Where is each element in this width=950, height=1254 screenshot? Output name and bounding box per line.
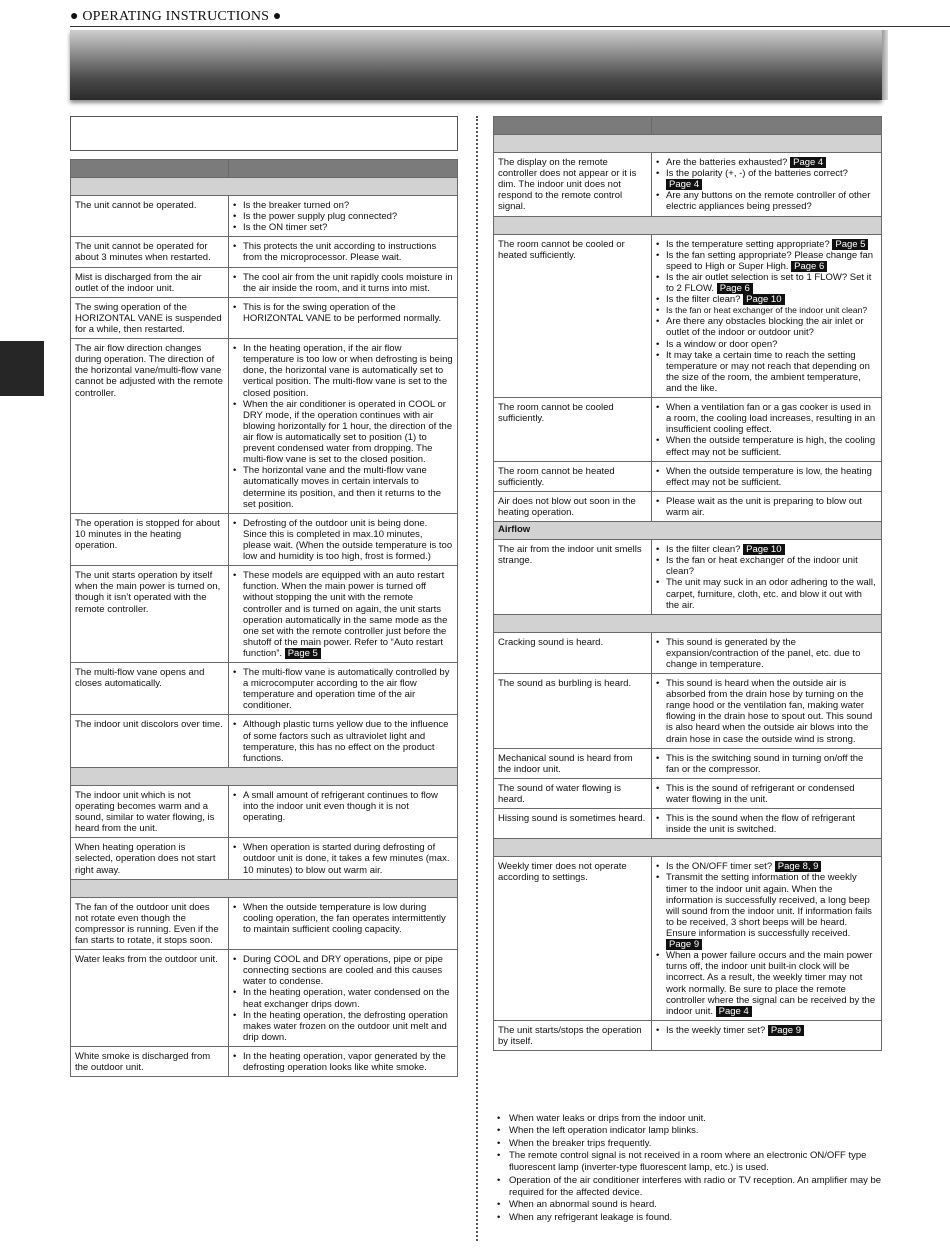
check-text: The multi-flow vane is automatically controlled by a microcomputer according to the air flow temperature and operation time of the air conditioner. bbox=[243, 667, 450, 712]
check-cell bbox=[652, 153, 882, 217]
category-label bbox=[494, 216, 882, 234]
check-item bbox=[656, 637, 877, 670]
check-list bbox=[656, 239, 877, 395]
check-list bbox=[233, 302, 453, 324]
check-cell bbox=[652, 461, 882, 491]
check-list bbox=[233, 790, 453, 823]
header-check-cell bbox=[652, 117, 882, 135]
check-item bbox=[656, 350, 877, 394]
table-row bbox=[71, 950, 458, 1047]
check-cell bbox=[652, 234, 882, 398]
table-row bbox=[494, 1020, 882, 1050]
symptom-cell: The unit cannot be operated for about 3 minutes when restarted. bbox=[71, 237, 229, 267]
check-item bbox=[656, 435, 877, 457]
check-cell bbox=[229, 196, 458, 237]
check-text: Is the filter clean? bbox=[666, 544, 744, 556]
check-item bbox=[656, 402, 877, 435]
table-row bbox=[71, 237, 458, 267]
contact-item: • When any refrigerant leakage is found. bbox=[497, 1212, 885, 1224]
contact-item: • When an abnormal sound is heard. bbox=[497, 1199, 885, 1211]
category-row bbox=[71, 178, 458, 196]
table-row bbox=[494, 398, 882, 462]
check-item bbox=[656, 316, 877, 338]
symptom-cell: The air flow direction changes during operation. The direction of the horizontal vane/multi-flow vane cannot be adjusted with the remote controller. bbox=[71, 339, 229, 514]
check-cell bbox=[229, 897, 458, 949]
check-text: In the heating operation, vapor generated by the defrosting operation looks like white smoke. bbox=[243, 1051, 446, 1074]
table-row bbox=[494, 153, 882, 217]
check-item bbox=[233, 222, 453, 233]
check-list bbox=[233, 954, 453, 1043]
table-row bbox=[71, 715, 458, 767]
check-item bbox=[233, 902, 453, 935]
check-item bbox=[233, 302, 453, 324]
check-cell bbox=[652, 778, 882, 808]
check-item bbox=[656, 1025, 877, 1036]
check-list bbox=[656, 813, 877, 835]
check-cell bbox=[652, 674, 882, 749]
header-rule bbox=[70, 26, 950, 27]
check-item bbox=[233, 842, 453, 875]
check-cell bbox=[229, 339, 458, 514]
check-list bbox=[233, 1051, 453, 1073]
check-cell bbox=[229, 663, 458, 715]
check-item bbox=[656, 544, 877, 555]
check-list bbox=[233, 241, 453, 263]
check-cell bbox=[229, 267, 458, 297]
check-text: Is the breaker turned on? bbox=[243, 200, 350, 211]
check-item bbox=[656, 190, 877, 212]
symptom-cell: Mist is discharged from the air outlet of the indoor unit. bbox=[71, 267, 229, 297]
check-text: Is a window or door open? bbox=[666, 338, 778, 350]
check-list bbox=[656, 783, 877, 805]
check-text: This is the switching sound in turning on/off the fan or the compressor. bbox=[666, 752, 864, 775]
page-reference-tag: Page 9 bbox=[666, 939, 702, 950]
title-banner bbox=[70, 30, 882, 100]
check-text: When the outside temperature is low, the heating effect may not be sufficient. bbox=[666, 465, 872, 488]
right-troubleshooting-table bbox=[493, 116, 882, 1051]
check-item bbox=[656, 783, 877, 805]
symptom-cell: The display on the remote controller does not appear or it is dim. The indoor unit does not respond to the remote control signal. bbox=[494, 153, 652, 217]
contact-item: • Operation of the air conditioner interferes with radio or TV reception. An amplifier may be required for the affected device. bbox=[497, 1175, 885, 1200]
check-text: Is the fan setting appropriate? Please change fan speed to High or Super High. bbox=[666, 249, 874, 272]
check-text: Are there any obstacles blocking the air inlet or outlet of the indoor or outdoor unit? bbox=[666, 316, 864, 339]
check-item bbox=[233, 200, 453, 211]
check-text: Defrosting of the outdoor unit is being done. Since this is completed in max.10 minutes, please wait. (When the outside temperature is too low and humidity is too high, frost is formed.) bbox=[243, 517, 453, 563]
check-text: Although plastic turns yellow due to the influence of some factors such as ultraviolet light and temperature, this has no effect on the product functions. bbox=[243, 719, 449, 764]
table-row bbox=[71, 196, 458, 237]
table-row bbox=[71, 785, 458, 837]
table-row bbox=[71, 339, 458, 514]
category-row bbox=[494, 614, 882, 632]
table-row bbox=[71, 297, 458, 338]
page-reference-tag: Page 10 bbox=[743, 544, 784, 555]
check-item bbox=[656, 339, 877, 350]
note-box bbox=[70, 116, 458, 151]
category-label: Airflow bbox=[494, 522, 882, 540]
check-item bbox=[233, 343, 453, 399]
check-cell bbox=[652, 540, 882, 615]
check-list bbox=[233, 667, 453, 711]
symptom-cell: Mechanical sound is heard from the indoor unit. bbox=[494, 748, 652, 778]
check-item bbox=[233, 272, 453, 294]
check-cell bbox=[229, 950, 458, 1047]
check-cell bbox=[229, 1047, 458, 1077]
check-item bbox=[656, 577, 877, 610]
check-item bbox=[656, 239, 877, 250]
page-reference-tag: Page 4 bbox=[666, 179, 702, 190]
table-header-row bbox=[71, 160, 458, 178]
check-list bbox=[656, 466, 877, 488]
header-symptom-cell bbox=[494, 117, 652, 135]
check-text: The cool air from the unit rapidly cools moisture in the air inside the room, and it turns into mist. bbox=[243, 271, 453, 294]
check-list bbox=[656, 544, 877, 611]
symptom-cell: The air from the indoor unit smells strange. bbox=[494, 540, 652, 615]
category-row bbox=[494, 839, 882, 857]
table-row bbox=[71, 1047, 458, 1077]
category-row bbox=[71, 879, 458, 897]
table-row bbox=[71, 897, 458, 949]
check-item bbox=[233, 1010, 453, 1043]
check-text: This is for the swing operation of the HORIZONTAL VANE to be performed normally. bbox=[243, 301, 442, 324]
table-row bbox=[71, 513, 458, 565]
check-item bbox=[656, 466, 877, 488]
table-row bbox=[71, 838, 458, 879]
check-cell bbox=[229, 566, 458, 663]
check-text: It may take a certain time to reach the setting temperature or may not reach that depending on the size of the room, the ambient temperature, and the like. bbox=[666, 349, 870, 394]
symptom-cell: Cracking sound is heard. bbox=[494, 632, 652, 673]
check-item bbox=[656, 305, 877, 316]
check-text: In the heating operation, if the air flow temperature is too low or when defrosting is being done, the horizontal vane is automatically set to vertical position. The multi-flow vane is set to the closed position. bbox=[243, 343, 453, 399]
check-item bbox=[233, 241, 453, 263]
table-row bbox=[71, 663, 458, 715]
check-text: Is the ON/OFF timer set? bbox=[666, 861, 775, 873]
check-item bbox=[656, 813, 877, 835]
check-list bbox=[233, 570, 453, 659]
check-list bbox=[656, 157, 877, 213]
table-row bbox=[494, 809, 882, 839]
check-item bbox=[656, 555, 877, 577]
check-item bbox=[233, 399, 453, 466]
symptom-cell: Weekly timer does not operate according to settings. bbox=[494, 857, 652, 1021]
check-cell bbox=[652, 857, 882, 1021]
check-text: Is the fan or heat exchanger of the indoor unit clean? bbox=[666, 305, 868, 316]
check-list bbox=[233, 719, 453, 763]
check-list bbox=[656, 637, 877, 670]
category-row bbox=[494, 216, 882, 234]
page-reference-tag: Page 4 bbox=[790, 157, 826, 168]
check-text: This protects the unit according to instructions from the microprocessor. Please wait. bbox=[243, 241, 437, 264]
page-reference-tag: Page 5 bbox=[285, 648, 321, 659]
check-text: This is the sound when the flow of refrigerant inside the unit is switched. bbox=[666, 813, 856, 836]
table-row bbox=[494, 234, 882, 398]
check-list bbox=[233, 902, 453, 935]
check-list bbox=[656, 861, 877, 1017]
symptom-cell: The indoor unit discolors over time. bbox=[71, 715, 229, 767]
check-text: During COOL and DRY operations, pipe or pipe connecting sections are cooled and this causes water to condense. bbox=[243, 954, 443, 988]
check-cell bbox=[229, 297, 458, 338]
check-item bbox=[656, 872, 877, 950]
check-text: This sound is generated by the expansion/contraction of the panel, etc. due to change in temperature. bbox=[666, 636, 861, 670]
check-text: Is the ON timer set? bbox=[243, 222, 328, 234]
contact-item: • When the breaker trips frequently. bbox=[497, 1138, 885, 1150]
symptom-cell: The multi-flow vane opens and closes automatically. bbox=[71, 663, 229, 715]
category-row bbox=[494, 522, 882, 540]
table-row bbox=[494, 674, 882, 749]
check-item bbox=[656, 168, 877, 190]
page-reference-tag: Page 5 bbox=[832, 239, 868, 250]
check-item bbox=[233, 719, 453, 763]
check-text: The unit may suck in an odor adhering to the wall, carpet, furniture, cloth, etc. and blow it out with the air. bbox=[666, 577, 876, 611]
check-item bbox=[656, 496, 877, 518]
check-list bbox=[233, 343, 453, 510]
check-list bbox=[233, 272, 453, 294]
check-text: Is the weekly timer set? bbox=[666, 1024, 768, 1036]
check-item bbox=[233, 954, 453, 987]
check-text: When the outside temperature is low during cooling operation, the fan operates intermittently to maintain sufficient cooling capacity. bbox=[243, 901, 446, 935]
check-text: When a ventilation fan or a gas cooker is used in a room, the cooling load increases, resulting in an insufficient cooling effect. bbox=[666, 402, 876, 436]
symptom-cell: Water leaks from the outdoor unit. bbox=[71, 950, 229, 1047]
check-text: This sound is heard when the outside air is absorbed from the drain hose by turning on the range hood or the ventilation fan, making water flowing in the drain hose to spout out. This sound is also heard when the outside air blows into the drain hose in case the outside wind is strong. bbox=[666, 678, 873, 745]
symptom-cell: The sound of water flowing is heard. bbox=[494, 778, 652, 808]
check-text: Is the temperature setting appropriate? bbox=[666, 238, 833, 250]
check-text: Please wait as the unit is preparing to blow out warm air. bbox=[666, 495, 862, 518]
check-cell bbox=[229, 785, 458, 837]
check-item bbox=[233, 570, 453, 659]
category-row bbox=[494, 135, 882, 153]
symptom-cell: Air does not blow out soon in the heating operation. bbox=[494, 491, 652, 521]
check-item bbox=[656, 950, 877, 1017]
symptom-cell: The fan of the outdoor unit does not rotate even though the compressor is running. Even if the fan starts to rotate, it stops soon. bbox=[71, 897, 229, 949]
check-list bbox=[656, 496, 877, 518]
check-text: Is the polarity (+, -) of the batteries correct? bbox=[666, 168, 848, 180]
check-item bbox=[233, 987, 453, 1009]
contact-item: • When the left operation indicator lamp blinks. bbox=[497, 1125, 885, 1137]
check-cell bbox=[229, 838, 458, 879]
check-list bbox=[656, 1025, 877, 1036]
symptom-cell: The indoor unit which is not operating becomes warm and a sound, similar to water flowing, is heard from the unit. bbox=[71, 785, 229, 837]
title-banner-edge bbox=[882, 30, 888, 100]
check-cell bbox=[652, 398, 882, 462]
check-text: Transmit the setting information of the weekly timer to the indoor unit again. When the information is successfully received, a long beep will sound from the indoor unit. If information fails to be received, 3 short beeps will be heard. Ensure information is successfully received. bbox=[666, 872, 872, 940]
table-row bbox=[494, 632, 882, 673]
table-row bbox=[71, 267, 458, 297]
check-item bbox=[233, 790, 453, 823]
symptom-cell: When heating operation is selected, operation does not start right away. bbox=[71, 838, 229, 879]
page-reference-tag: Page 10 bbox=[743, 294, 784, 305]
symptom-cell: The room cannot be cooled sufficiently. bbox=[494, 398, 652, 462]
check-list bbox=[233, 518, 453, 562]
check-list bbox=[656, 402, 877, 458]
check-item bbox=[233, 1051, 453, 1073]
table-row bbox=[494, 540, 882, 615]
check-text: Is the power supply plug connected? bbox=[243, 211, 398, 223]
check-text: Are any buttons on the remote controller of other electric appliances being pressed? bbox=[666, 190, 871, 213]
symptom-cell: The unit starts operation by itself when the main power is turned on, though it isn’t operated with the remote controller. bbox=[71, 566, 229, 663]
contact-dealer-list bbox=[497, 1113, 885, 1224]
check-item bbox=[656, 157, 877, 168]
symptom-cell: Hissing sound is sometimes heard. bbox=[494, 809, 652, 839]
table-header-row bbox=[494, 117, 882, 135]
check-item bbox=[233, 465, 453, 509]
category-label bbox=[71, 879, 458, 897]
symptom-cell: The operation is stopped for about 10 minutes in the heating operation. bbox=[71, 513, 229, 565]
check-list bbox=[233, 200, 453, 233]
left-troubleshooting-table bbox=[70, 159, 458, 1077]
table-row bbox=[71, 566, 458, 663]
check-text: In the heating operation, the defrosting operation makes water frozen on the outdoor unit melt and drip down. bbox=[243, 1009, 448, 1043]
check-item bbox=[233, 518, 453, 562]
symptom-cell: The unit cannot be operated. bbox=[71, 196, 229, 237]
table-row bbox=[494, 461, 882, 491]
page-reference-tag: Page 6 bbox=[791, 261, 827, 272]
symptom-cell: The sound as burbling is heard. bbox=[494, 674, 652, 749]
section-header: ● OPERATING INSTRUCTIONS ● bbox=[70, 9, 282, 24]
check-text: A small amount of refrigerant continues to flow into the indoor unit even though it is not operating. bbox=[243, 789, 438, 824]
check-item bbox=[656, 294, 877, 305]
check-text: In the heating operation, water condensed on the heat exchanger drips down. bbox=[243, 987, 450, 1010]
page-reference-tag: Page 8, 9 bbox=[775, 861, 822, 872]
check-text: Is the air outlet selection is set to 1 FLOW? Set it to 2 FLOW. bbox=[666, 271, 872, 294]
page-reference-tag: Page 4 bbox=[716, 1006, 752, 1017]
check-item bbox=[656, 753, 877, 775]
check-cell bbox=[229, 513, 458, 565]
category-label bbox=[71, 767, 458, 785]
check-list bbox=[233, 842, 453, 875]
check-text: Are the batteries exhausted? bbox=[666, 157, 791, 168]
check-cell bbox=[652, 1020, 882, 1050]
table-row bbox=[494, 778, 882, 808]
column-divider bbox=[476, 116, 478, 1241]
table-row bbox=[494, 857, 882, 1021]
symptom-cell: White smoke is discharged from the outdoor unit. bbox=[71, 1047, 229, 1077]
check-text: When the outside temperature is high, the cooling effect may not be sufficient. bbox=[666, 435, 876, 458]
page-reference-tag: Page 6 bbox=[717, 283, 753, 294]
check-cell bbox=[652, 748, 882, 778]
symptom-cell: The room cannot be heated sufficiently. bbox=[494, 461, 652, 491]
table-row bbox=[494, 491, 882, 521]
header-symptom-cell bbox=[71, 160, 229, 178]
check-item bbox=[656, 250, 877, 272]
check-item bbox=[233, 667, 453, 711]
check-text: When operation is started during defrosting of outdoor unit is done, it takes a few minutes (max. 10 minutes) to blow out warm air. bbox=[243, 842, 450, 876]
check-list bbox=[656, 753, 877, 775]
page-reference-tag: Page 9 bbox=[768, 1025, 804, 1036]
check-item bbox=[656, 272, 877, 294]
table-row bbox=[494, 748, 882, 778]
contact-item: • The remote control signal is not received in a room where an electronic ON/OFF type fluorescent lamp (inverter-type fluorescent lamp, etc.) is used. bbox=[497, 1150, 885, 1175]
check-text: These models are equipped with an auto restart function. When the main power is turned off without stopping the unit with the remote controller and is turned on again, the unit starts operation automatically in the same mode as the one set with the remote controller just before the shutoff of the main power. Refer to “Auto restart function”. bbox=[243, 570, 448, 659]
category-row bbox=[71, 767, 458, 785]
check-text: The horizontal vane and the multi-flow vane automatically moves in certain intervals to determine its position, and then it returns to the set position. bbox=[243, 465, 442, 510]
category-label bbox=[494, 135, 882, 153]
check-item bbox=[656, 678, 877, 745]
check-text: When the air conditioner is operated in COOL or DRY mode, if the operation continues with air blowing horizontally for 1 hour, the direction of the air flow is automatically set to position (1) to prevent condensed water from dropping. The multi-flow vane is set to the closed position. bbox=[243, 398, 453, 466]
check-text: Is the fan or heat exchanger of the indoor unit clean? bbox=[666, 555, 858, 578]
category-label bbox=[494, 614, 882, 632]
category-label bbox=[494, 839, 882, 857]
check-text: Is the filter clean? bbox=[666, 294, 744, 306]
symptom-cell: The room cannot be cooled or heated sufficiently. bbox=[494, 234, 652, 398]
check-text: This is the sound of refrigerant or condensed water flowing in the unit. bbox=[666, 782, 855, 806]
check-cell bbox=[229, 237, 458, 267]
category-label bbox=[71, 178, 458, 196]
check-item bbox=[656, 861, 877, 872]
chapter-tab bbox=[0, 341, 44, 396]
check-cell bbox=[229, 715, 458, 767]
check-item bbox=[233, 211, 453, 222]
contact-item: • When water leaks or drips from the indoor unit. bbox=[497, 1113, 885, 1125]
check-text: When a power failure occurs and the main power turns off, the indoor unit built-in clock will be incorrect. As a result, the weekly timer may not work normally. Be sure to place the remote controller where the signal can be received by the indoor unit. bbox=[666, 950, 876, 1017]
check-cell bbox=[652, 491, 882, 521]
check-cell bbox=[652, 809, 882, 839]
symptom-cell: The unit starts/stops the operation by itself. bbox=[494, 1020, 652, 1050]
check-list bbox=[656, 678, 877, 745]
check-cell bbox=[652, 632, 882, 673]
header-check-cell bbox=[229, 160, 458, 178]
symptom-cell: The swing operation of the HORIZONTAL VANE is suspended for a while, then restarted. bbox=[71, 297, 229, 338]
